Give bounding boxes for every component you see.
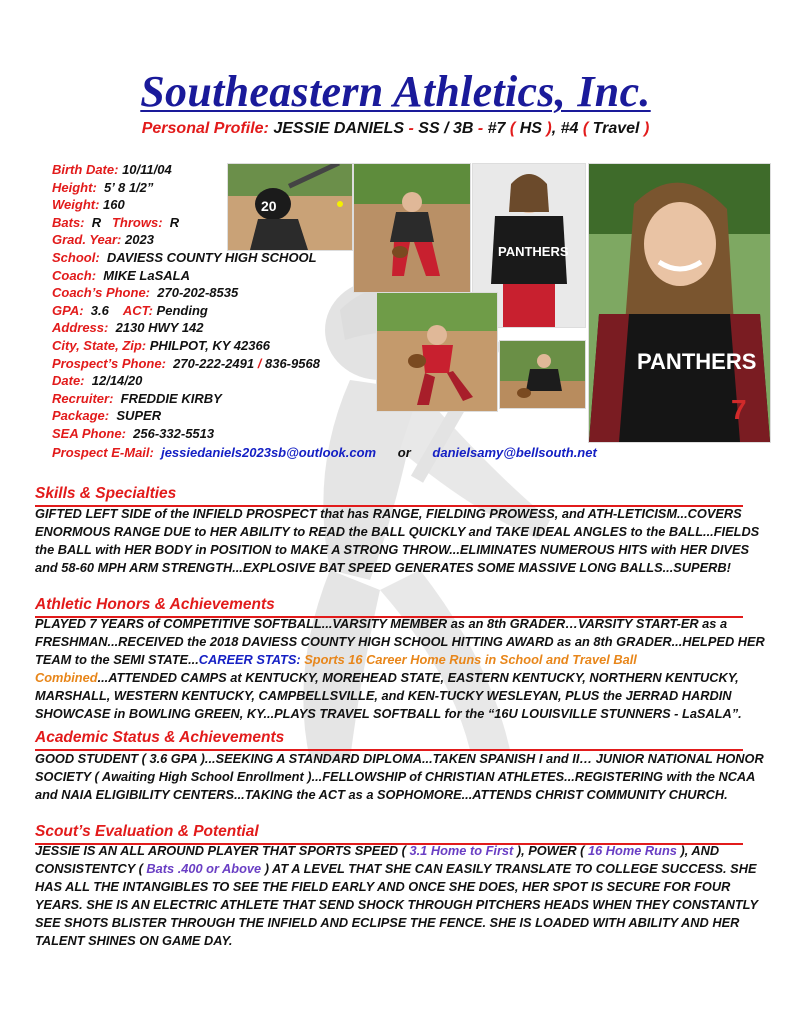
- info-prospect-phone: Prospect’s Phone: 270-222-2491 / 836-9568: [52, 355, 320, 371]
- honors-text-continued: ...ATTENDED CAMPS at KENTUCKY, MOREHEAD STATE, EASTERN KENTUCKY, NORTHERN KENTUCKY, MARSHALL, WESTERN KENTUCKY, CAMPBELLSVILLE, and KEN-TUCKY WESLEYAN, PLUS the JERRAD HARDIN SHOWCASE in BOWLING GREEN, KY...PLAYS TRAVEL SOFTBALL for the “16U LOUISVILLE STUNNERS - LaSALA”.: [35, 670, 742, 722]
- section-body-scout: [35, 842, 770, 951]
- info-bats-throws: Bats: R Throws: R: [52, 214, 180, 230]
- jersey-number-hs: #7: [487, 120, 506, 137]
- email-link-primary[interactable]: jessiedaniels2023sb@outlook.com: [161, 445, 377, 460]
- info-date: Date: 12/14/20: [52, 373, 143, 389]
- photo-fielding-ready: [353, 163, 471, 293]
- stat-speed: 3.1 Home to First: [409, 843, 514, 858]
- career-stats-value: Sports 16 Career Home Runs in School and Travel Ball Combined: [35, 652, 637, 686]
- jersey-text-small: PANTHERS: [498, 244, 569, 259]
- photo-batting: [227, 163, 353, 251]
- info-recruiter: Recruiter: FREDDIE KIRBY: [52, 390, 222, 406]
- jersey-text-large: PANTHERS: [637, 349, 757, 374]
- section-heading-academic: Academic Status & Achievements: [35, 729, 743, 751]
- email-link-secondary[interactable]: danielsamy@bellsouth.net: [432, 445, 597, 460]
- personal-profile-line: [0, 120, 791, 138]
- separator: -: [477, 120, 484, 137]
- scout-text: ) AT A LEVEL THAT SHE CAN EASILY TRANSLATE TO COLLEGE SUCCESS. SHE HAS ALL THE INTANGIBLES TO SEE THE FIELD EARLY AND ONCE SHE DOES, HER SPOT IS SECURE FOR FOUR YEARS. SHE IS AN ELECTRIC ATHLETE THAT SEND SHOCK THROUGH PITCHERS HEADS WHEN THEY CONSTANTLY SEE SHOTS BLISTER THROUGH THE INFIELD AND ECLIPSE THE FENCE. SHE IS LOADED WITH ABILITY AND HER TALENT SHINES ON GAME DAY.: [35, 861, 758, 949]
- stat-consistency: Bats .400 or Above: [146, 861, 262, 877]
- info-birth-date: Birth Date: 10/11/04: [52, 162, 172, 177]
- paren: (: [509, 120, 516, 137]
- section-body-skills: GIFTED LEFT SIDE of the INFIELD PROSPECT that has RANGE, FIELDING PROWESS, and ATH-LETICISM...COVERS ENORMOUS RANGE DUE to HER ABILITY to READ the BALL QUICKLY and TAKE IDEAL ANGLES to the BALL...FIELDS the BALL with HER BODY in POSITION to MAKE A STRONG THROW...ELIMINATES NUMEROUS HITS with HER DIVES and 58-60 MPH ARM STRENGTH...EXPLOSIVE BAT SPEED GENERATES SOME MASSIVE LONG BALLS...SUPERB!: [35, 506, 760, 576]
- page-title: Southeastern Athletics, Inc.: [140, 67, 651, 116]
- jersey-number-travel: , #4: [551, 120, 579, 137]
- scout-text: JESSIE IS AN ALL AROUND PLAYER THAT SPORTS SPEED (: [35, 843, 406, 858]
- info-height: Height: 5’ 8 1/2”: [52, 179, 154, 195]
- info-gpa-act: GPA: 3.6 ACT: Pending: [52, 302, 208, 318]
- info-grad-year: Grad. Year: 2023: [52, 232, 154, 248]
- honors-text: PLAYED 7 YEARS of COMPETITIVE SOFTBALL...VARSITY MEMBER as an 8th GRADER…VARSITY START-ER as a FRESHMAN...RECEIVED the 2018 DAVIESS COUNTY HIGH SCHOOL HITTING AWARD as an 8th GRADER...HELPED HER TEAM to the SEMI STATE...: [35, 616, 765, 668]
- separator: -: [408, 120, 414, 137]
- jersey-number: 7: [731, 394, 747, 425]
- prospect-email-line: [52, 445, 597, 460]
- info-coach: Coach: MIKE LaSALA: [52, 267, 190, 283]
- section-heading-skills: Skills & Specialties: [35, 485, 743, 507]
- positions: SS / 3B: [418, 120, 474, 137]
- section-heading-honors: Athletic Honors & Achievements: [35, 596, 743, 618]
- section-body-academic: GOOD STUDENT ( 3.6 GPA )...SEEKING A STANDARD DIPLOMA...TAKEN SPANISH I and II… JUNIOR NATIONAL HONOR SOCIETY ( Awaiting High School Enrollment )...FELLOWSHIP of CHRISTIAN ATHLETES...REGISTERING with the NCAA and NAIA ELIGIBILITY CENTERS...TAKING the ACT as a SOPHOMORE...ATTENDS CHRIST COMMUNITY CHURCH.: [35, 751, 764, 803]
- paren: ): [643, 120, 650, 137]
- photo-fielding-crouch: [499, 340, 586, 409]
- career-stats-label: CAREER STATS:: [198, 652, 301, 668]
- info-school: School: DAVIESS COUNTY HIGH SCHOOL: [52, 249, 317, 265]
- info-address: Address: 2130 HWY 142: [52, 320, 204, 336]
- scout-text: ), POWER (: [516, 843, 585, 858]
- info-city-state-zip: City, State, Zip: PHILPOT, KY 42366: [52, 337, 270, 353]
- scout-text: ), AND CONSISTENTCY (: [35, 843, 720, 877]
- info-sea-phone: SEA Phone: 256-332-5513: [52, 425, 215, 441]
- info-weight: Weight: 160: [52, 197, 125, 213]
- helmet-number: 20: [261, 198, 277, 214]
- stat-power: 16 Home Runs: [587, 843, 677, 858]
- email-or: or: [397, 445, 411, 460]
- info-coach-phone: Coach’s Phone: 270-202-8535: [52, 285, 239, 301]
- profile-label: Personal Profile:: [141, 120, 269, 137]
- travel-label: Travel: [592, 120, 640, 137]
- paren: (: [582, 120, 589, 137]
- section-heading-scout: Scout’s Evaluation & Potential: [35, 823, 743, 845]
- hs-label: HS: [519, 120, 542, 137]
- section-body-honors: [35, 615, 770, 724]
- player-name: JESSIE DANIELS: [273, 120, 405, 137]
- info-package: Package: SUPER: [52, 408, 162, 424]
- email-label: Prospect E-Mail:: [52, 445, 154, 460]
- photo-portrait: [588, 163, 771, 443]
- photo-fielding-ground-ball: [376, 292, 498, 412]
- paren: ): [546, 120, 552, 137]
